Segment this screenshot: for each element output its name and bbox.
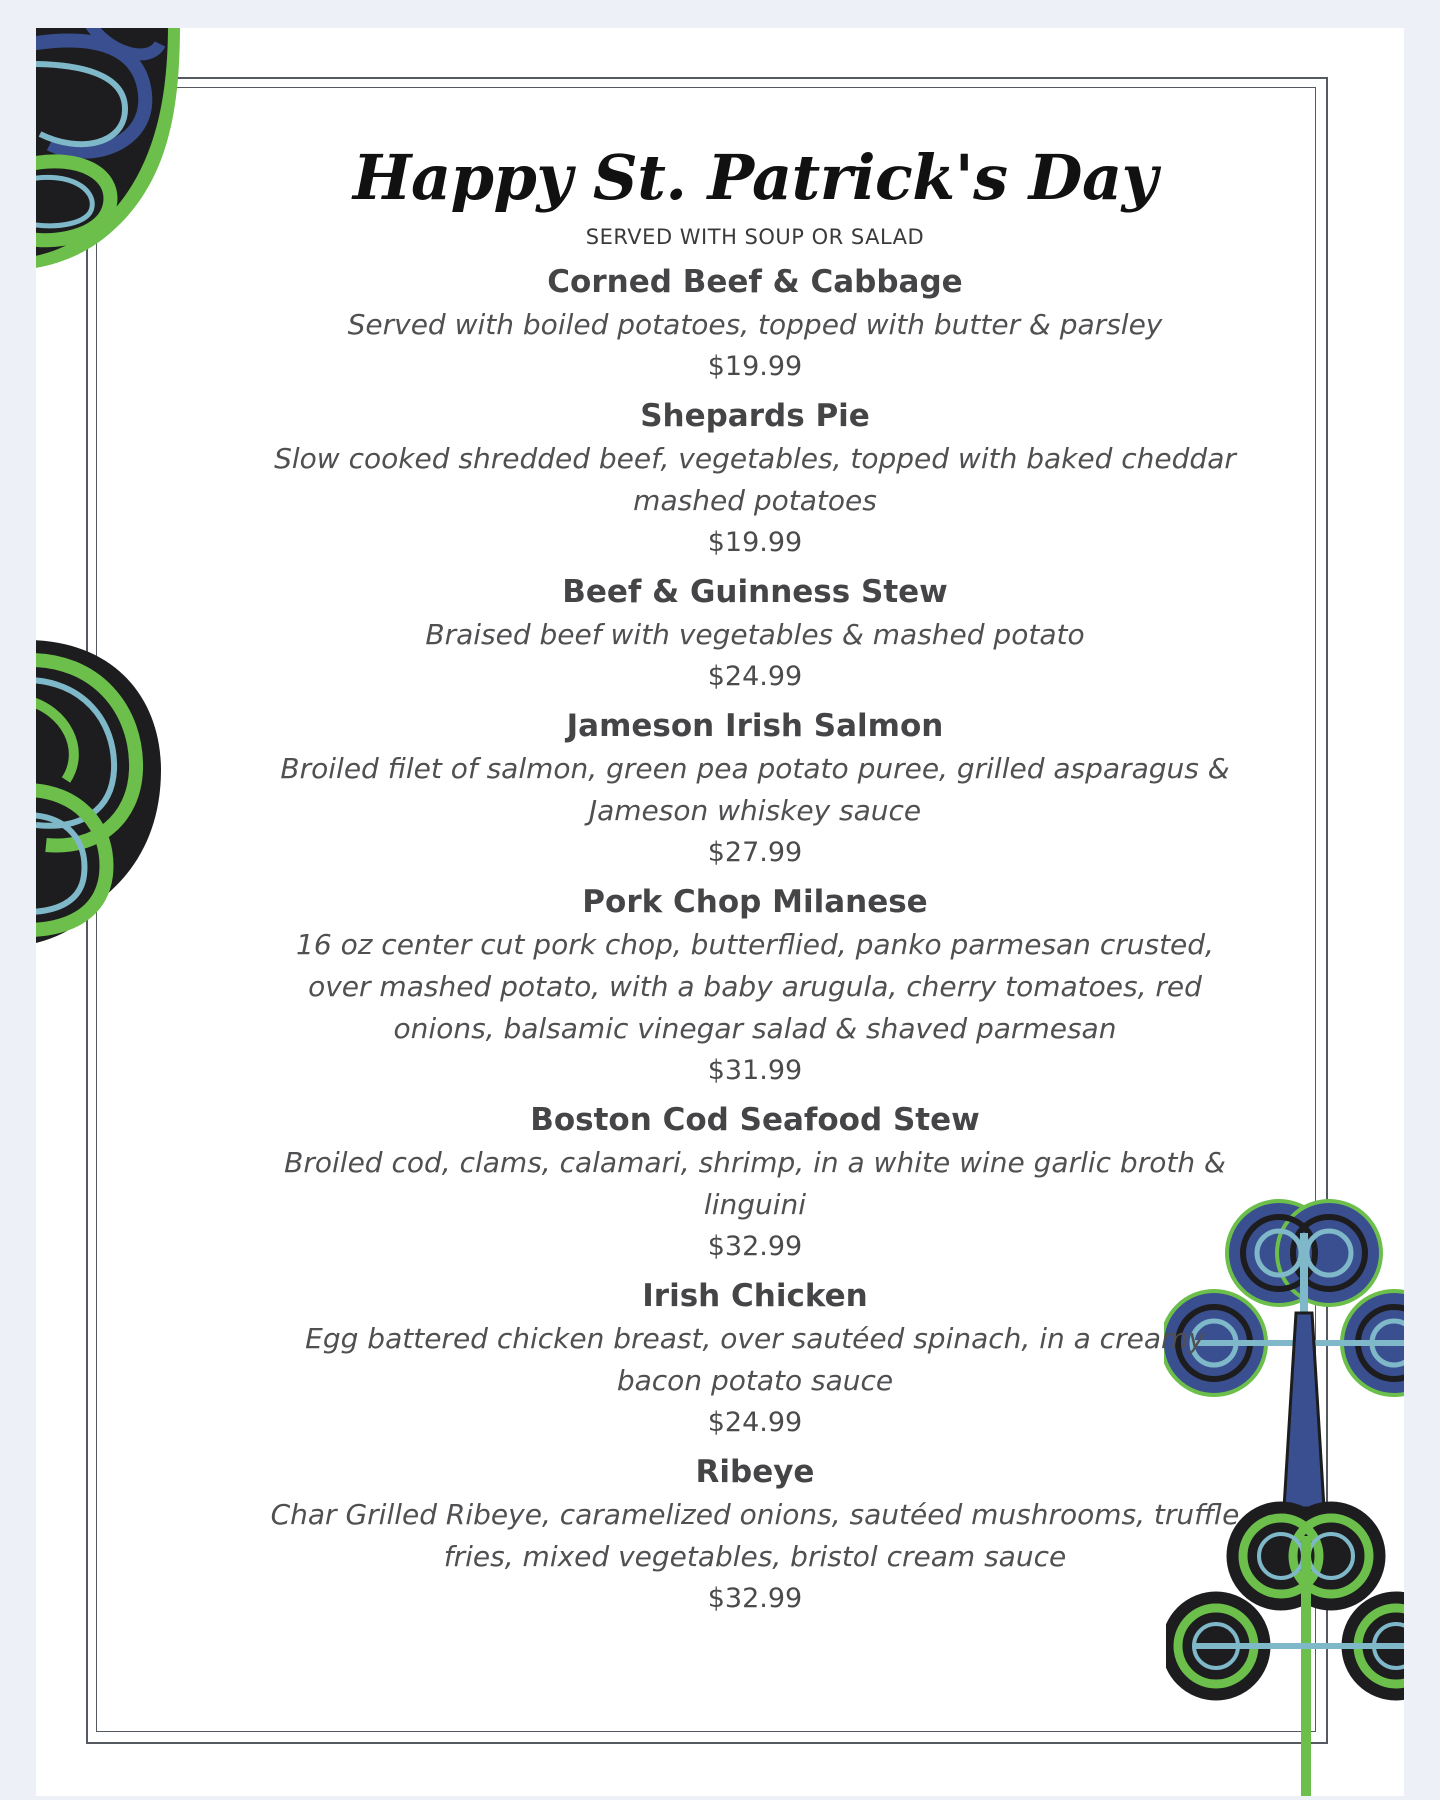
item-description: Broiled cod, clams, calamari, shrimp, in a white wine garlic broth & linguini [284, 1146, 1226, 1221]
page-title: Happy St. Patrick's Day [352, 141, 1158, 214]
item-price: $24.99 [707, 1407, 803, 1438]
item-name: Corned Beef & Cabbage [547, 264, 963, 300]
item-description: Braised beef with vegetables & mashed potato [425, 618, 1085, 651]
menu-item [156, 882, 1354, 1090]
item-name: Irish Chicken [642, 1278, 868, 1314]
item-price: $19.99 [707, 527, 803, 558]
item-description: Egg battered chicken breast, over sautéed spinach, in a creamy bacon potato sauce [305, 1322, 1205, 1397]
item-name: Beef & Guinness Stew [562, 574, 948, 610]
item-name: Pork Chop Milanese [582, 884, 928, 920]
menu-item [156, 1100, 1354, 1266]
item-description: Broiled filet of salmon, green pea potato puree, grilled asparagus & Jameson whiskey sauce [280, 752, 1230, 827]
menu-subtitle: SERVED WITH SOUP OR SALAD [585, 225, 925, 249]
menu-content [156, 136, 1354, 1618]
menu-item [156, 1452, 1354, 1618]
menu-page [36, 28, 1404, 1796]
menu-item [156, 706, 1354, 872]
item-name: Boston Cod Seafood Stew [530, 1102, 980, 1138]
item-description: 16 oz center cut pork chop, butterflied, panko parmesan crusted, over mashed potato, with a baby arugula, cherry tomatoes, red onions, balsamic vinegar salad & shaved parmesan [296, 928, 1214, 1045]
item-description: Char Grilled Ribeye, caramelized onions, sautéed mushrooms, truffle fries, mixed vegetables, bristol cream sauce [270, 1498, 1240, 1573]
item-name: Jameson Irish Salmon [566, 708, 944, 744]
item-price: $27.99 [707, 837, 803, 868]
item-name: Ribeye [695, 1454, 815, 1490]
menu-item [156, 396, 1354, 562]
celtic-knot-icon [36, 640, 166, 945]
menu-item [156, 1276, 1354, 1442]
item-description: Slow cooked shredded beef, vegetables, topped with baked cheddar mashed potatoes [274, 442, 1236, 517]
menu-item [156, 262, 1354, 386]
item-name: Shepards Pie [640, 398, 870, 434]
item-description: Served with boiled potatoes, topped with butter & parsley [347, 308, 1163, 341]
item-price: $24.99 [707, 661, 803, 692]
item-price: $32.99 [707, 1231, 803, 1262]
item-price: $32.99 [707, 1583, 803, 1614]
item-price: $31.99 [707, 1055, 803, 1086]
item-price: $19.99 [707, 351, 803, 382]
menu-item [156, 572, 1354, 696]
